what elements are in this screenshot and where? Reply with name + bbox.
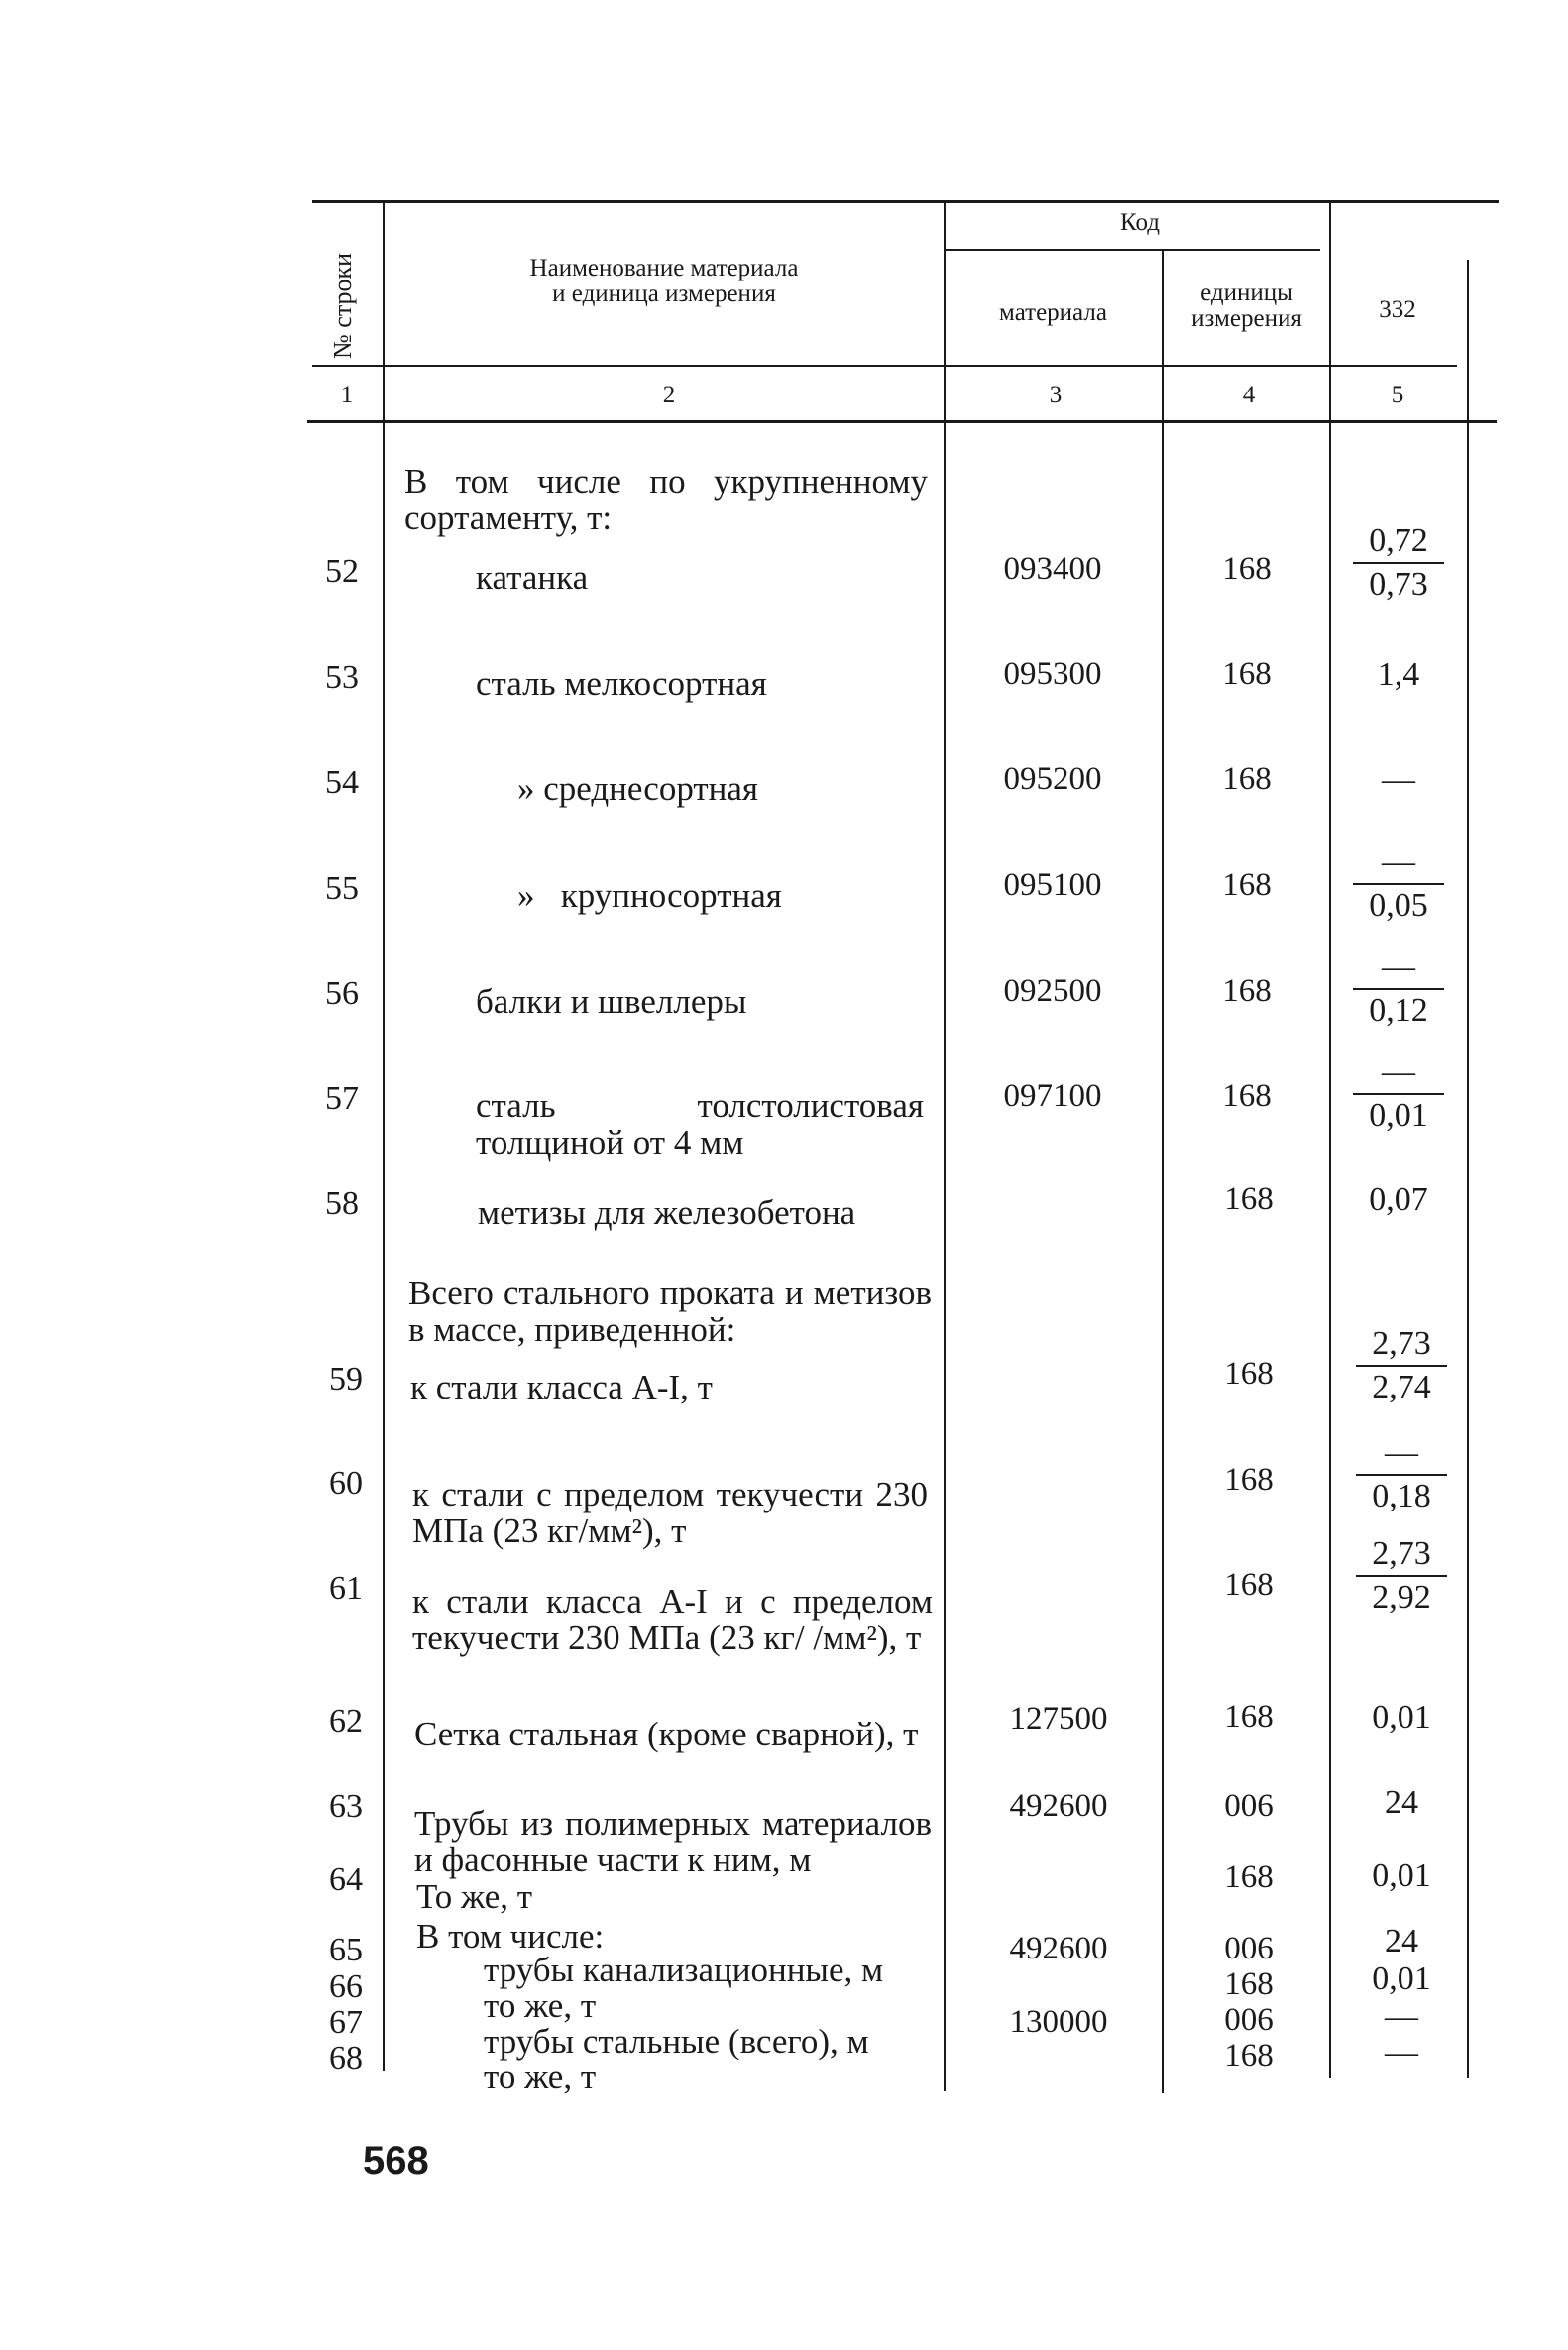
value: 1,4 <box>1377 656 1420 693</box>
material-name: » среднесортная <box>517 769 759 808</box>
unit-code: 168 <box>1224 1462 1274 1498</box>
unit-code: 168 <box>1222 551 1272 587</box>
page-number: 568 <box>363 2139 429 2182</box>
unit-code: 168 <box>1224 1859 1274 1895</box>
col-number-1: 1 <box>340 382 354 408</box>
material-name: катанка <box>476 558 589 597</box>
row-number: 63 <box>329 1788 363 1825</box>
material-name: сталь толстолистовая толщиной от 4 мм <box>476 1086 924 1162</box>
material-name: то же, т <box>484 2058 597 2096</box>
material-code: 130000 <box>1009 2004 1108 2040</box>
fraction-value: — 0,05 <box>1349 844 1448 923</box>
numbers-bottom-rule <box>307 420 1497 423</box>
subheading-total-steel: Всего стального проката и метизов в массе, приведенной: <box>408 1274 932 1349</box>
value: 0,01 <box>1372 1960 1431 1997</box>
row-number: 60 <box>329 1465 363 1502</box>
unit-code: 006 <box>1224 2002 1274 2038</box>
row-number: 58 <box>325 1185 359 1222</box>
unit-code: 168 <box>1224 2038 1274 2073</box>
fraction-value: 2,73 2,92 <box>1352 1536 1451 1615</box>
unit-code: 168 <box>1222 973 1272 1009</box>
value: 0,01 <box>1372 1857 1431 1894</box>
row-number: 61 <box>329 1570 363 1607</box>
col-number-2: 2 <box>662 382 676 408</box>
material-name: Сетка стальная (кроме сварной), т <box>414 1715 919 1753</box>
row-number: 53 <box>325 659 359 696</box>
row-number: 62 <box>329 1703 363 1739</box>
row-number: 68 <box>329 2040 363 2076</box>
row-number: 66 <box>329 1968 363 2005</box>
header-code-group: Код <box>1120 209 1160 236</box>
material-name: к стали класса А-I, т <box>410 1368 713 1406</box>
material-code: 095200 <box>1003 761 1102 797</box>
fraction-value: 2,73 2,74 <box>1352 1326 1451 1404</box>
row-number: 56 <box>325 975 359 1012</box>
row-number: 54 <box>325 764 359 801</box>
row-number: 64 <box>329 1861 363 1898</box>
row-number: 57 <box>325 1080 359 1117</box>
unit-code: 168 <box>1224 1699 1274 1735</box>
row-number: 65 <box>329 1932 363 1968</box>
material-code: 092500 <box>1003 973 1102 1009</box>
material-name: Трубы из полимерных материалов и фасонные части к ним, м <box>414 1804 932 1879</box>
material-code: 093400 <box>1003 551 1102 587</box>
unit-code: 168 <box>1224 1181 1274 1217</box>
material-name: то же, т <box>484 1986 597 2025</box>
col-divider-4 <box>1329 203 1331 2078</box>
fraction-value: 0,72 0,73 <box>1349 523 1448 602</box>
material-code: 127500 <box>1009 1701 1108 1736</box>
unit-code: 006 <box>1224 1931 1274 1966</box>
col-number-3: 3 <box>1049 382 1063 408</box>
col-divider-1 <box>383 203 385 2071</box>
header-material-code: материала <box>999 299 1107 326</box>
fraction-value: — 0,01 <box>1349 1055 1448 1133</box>
header-unit-code: единицы измерения <box>1191 280 1302 333</box>
row-number: 55 <box>325 870 359 907</box>
header-row-number: № строки <box>328 252 357 359</box>
material-name: » крупносортная <box>517 876 782 915</box>
unit-code: 168 <box>1222 761 1272 797</box>
unit-code: 168 <box>1224 1966 1274 2002</box>
material-code: 492600 <box>1009 1788 1108 1824</box>
row-number: 52 <box>325 553 359 590</box>
header-bottom-rule <box>312 365 1457 367</box>
material-name: То же, т <box>416 1877 533 1916</box>
col-divider-3 <box>1162 250 1164 2093</box>
value: 24 <box>1385 1784 1418 1821</box>
value: 0,07 <box>1369 1181 1428 1218</box>
value: — <box>1382 761 1415 798</box>
row-number: 59 <box>329 1361 363 1398</box>
unit-code: 168 <box>1222 656 1272 692</box>
col-divider-5 <box>1467 260 1469 2078</box>
unit-code: 006 <box>1224 1788 1274 1824</box>
col-divider-2 <box>944 203 946 2091</box>
unit-code: 168 <box>1224 1356 1274 1392</box>
value: — <box>1385 2034 1418 2070</box>
material-code: 095100 <box>1003 867 1102 903</box>
col-number-4: 4 <box>1242 382 1256 408</box>
row-number: 67 <box>329 2004 363 2041</box>
value: 0,01 <box>1372 1699 1431 1735</box>
unit-code: 168 <box>1222 1078 1272 1114</box>
value: — <box>1385 1998 1418 2035</box>
col-number-5: 5 <box>1391 382 1404 408</box>
fraction-value: — 0,18 <box>1352 1435 1451 1513</box>
material-name: к стали класса А-I и с пределом текучести 230 МПа (23 кг/ /мм²), т <box>412 1582 933 1657</box>
value: 24 <box>1385 1923 1418 1959</box>
header-material-name: Наименование материала и единица измерения <box>529 255 799 308</box>
fraction-value: — 0,12 <box>1349 950 1448 1028</box>
material-name: трубы стальные (всего), м <box>484 2022 869 2061</box>
unit-code: 168 <box>1224 1567 1274 1603</box>
unit-code: 168 <box>1222 867 1272 903</box>
material-code: 097100 <box>1003 1078 1102 1114</box>
material-code: 095300 <box>1003 656 1102 692</box>
kod-under-rule <box>944 249 1320 251</box>
material-name: балки и швеллеры <box>476 982 747 1021</box>
material-name: к стали с пределом текучести 230 МПа (23 кг/мм²), т <box>412 1475 928 1550</box>
subheading-assortment: В том числе по укрупненному сортаменту, т: <box>404 462 928 537</box>
table-top-rule <box>312 200 1499 203</box>
material-name: метизы для железобетона <box>478 1193 856 1232</box>
material-code: 492600 <box>1009 1931 1108 1966</box>
subheading-including: В том числе: <box>416 1917 605 1956</box>
header-col-332: 332 <box>1379 296 1416 323</box>
material-name: сталь мелкосортная <box>476 664 767 703</box>
material-name: трубы канализационные, м <box>484 1951 884 1989</box>
